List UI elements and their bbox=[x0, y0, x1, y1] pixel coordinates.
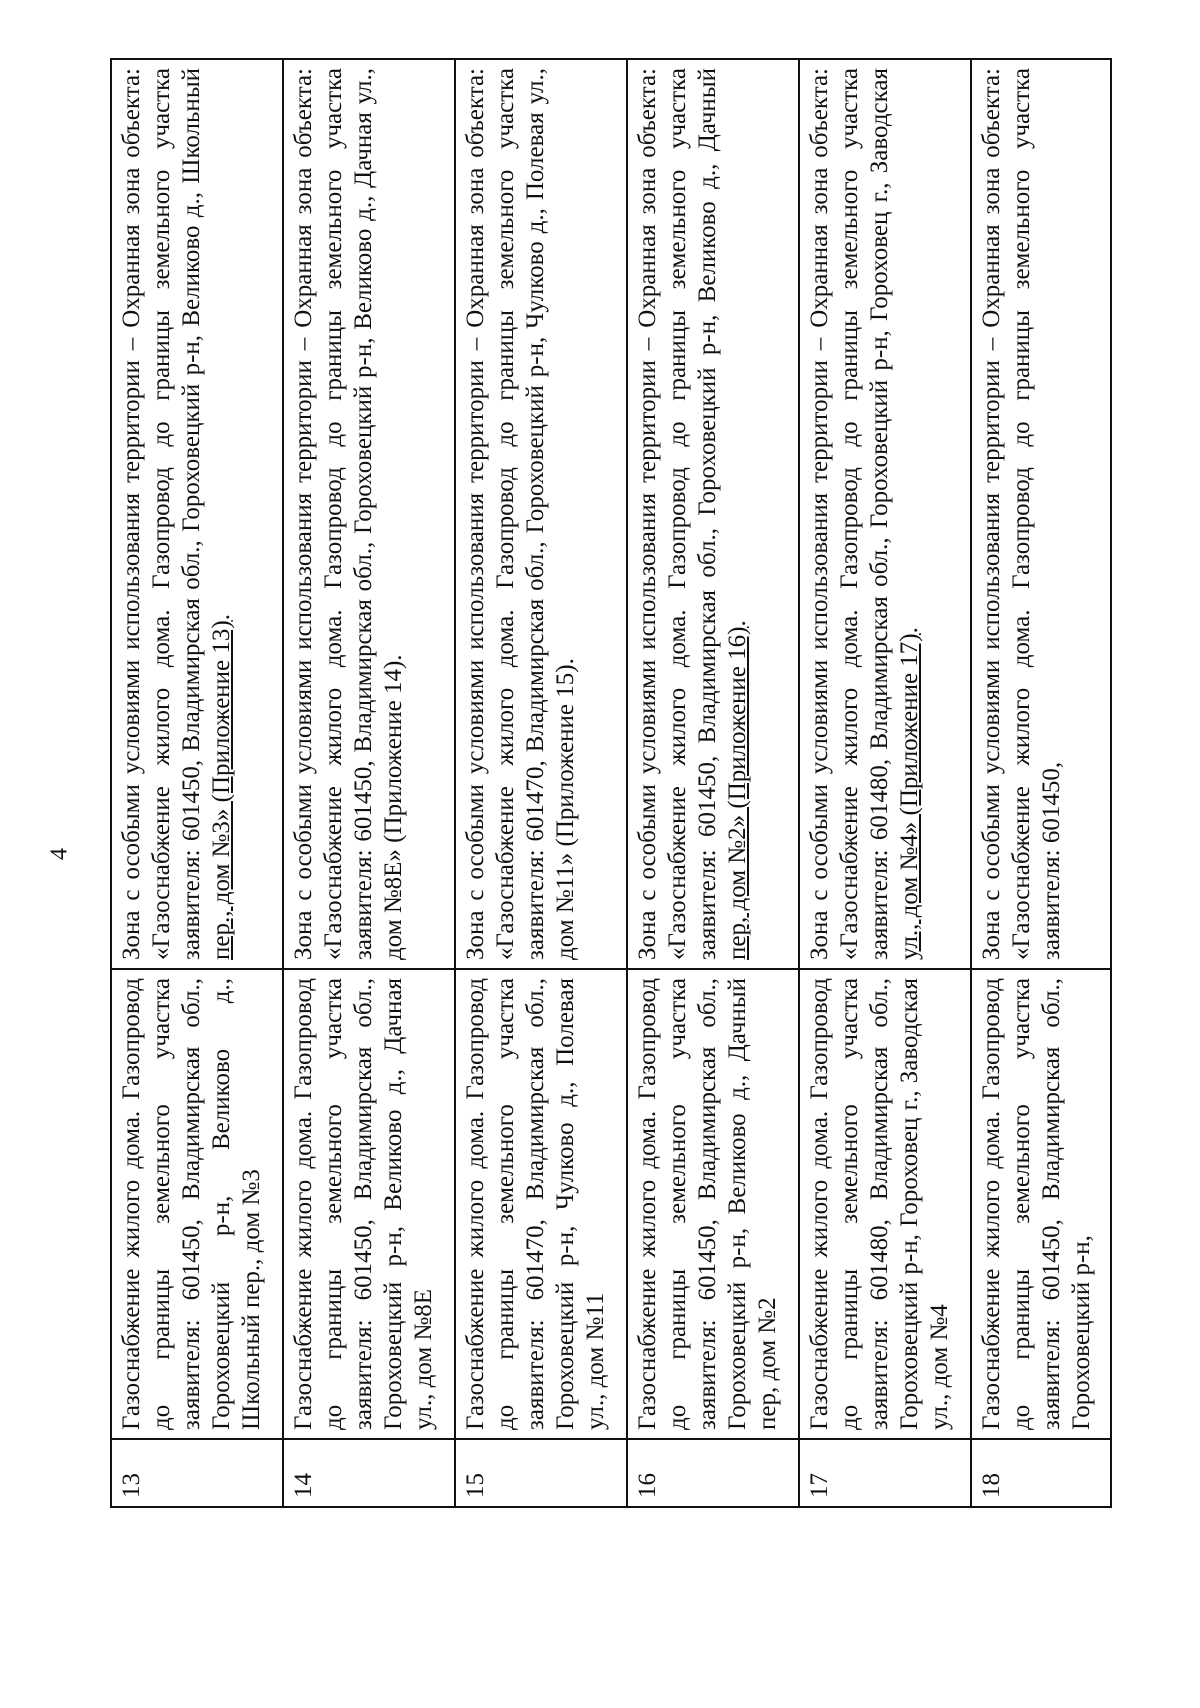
zone-appendix-reference: дом №8Е» (Приложение 14) bbox=[380, 660, 408, 960]
zone-appendix-reference: пер., дом №3» (Приложение 13) bbox=[208, 620, 235, 960]
zone-description bbox=[971, 59, 1111, 969]
zone-text: Зона с особыми условиями использования территории – Охранная зона объекта: «Газоснабжение жилого дома. Газопровод до границы земельного участка заявителя: 601470, Владимирская обл., Гороховецкий р-н, Чулково д., Полевая ул., bbox=[462, 68, 550, 960]
table-row bbox=[455, 59, 627, 1507]
zone-description bbox=[111, 59, 283, 969]
zone-end: . bbox=[208, 614, 235, 621]
table-row bbox=[799, 59, 971, 1507]
zone-appendix-reference: пер, дом №2» (Приложение 16) bbox=[724, 626, 752, 960]
object-description: Газоснабжение жилого дома. Газопровод до границы земельного участка заявителя: 601450, Владимирская обл., Гороховецкий р-н, bbox=[971, 969, 1111, 1439]
object-description: Газоснабжение жилого дома. Газопровод до границы земельного участка заявителя: 601450, Владимирская обл., Гороховецкий р-н, Великово д., Дачный пер, дом №2 bbox=[627, 969, 799, 1439]
zone-description bbox=[627, 59, 799, 969]
table-row bbox=[971, 59, 1111, 1507]
zone-text: Зона с особыми условиями использования территории – Охранная зона объекта: «Газоснабжение жилого дома. Газопровод до границы земельного участка заявителя: 601450, Владимирская обл., Гороховецкий р-н, Великово д., Дачная ул., bbox=[290, 68, 378, 960]
row-number: 13 bbox=[111, 1439, 283, 1507]
object-description: Газоснабжение жилого дома. Газопровод до границы земельного участка заявителя: 601480, Владимирская обл., Гороховецкий р-н, Гороховец г., Заводская ул., дом №4 bbox=[799, 969, 971, 1439]
row-number: 15 bbox=[455, 1439, 627, 1507]
table-row bbox=[111, 59, 283, 1507]
zones-table bbox=[110, 58, 1112, 1508]
zone-text: Зона с особыми условиями использования территории – Охранная зона объекта: «Газоснабжение жилого дома. Газопровод до границы земельного участка заявителя: 601450, bbox=[978, 68, 1066, 960]
zone-text: Зона с особыми условиями использования территории – Охранная зона объекта: «Газоснабжение жилого дома. Газопровод до границы земельного участка заявителя: 601450, Владимирская обл., Гороховецкий р-н, Великово д., Школьный bbox=[118, 68, 205, 960]
zone-description bbox=[455, 59, 627, 969]
object-description: Газоснабжение жилого дома. Газопровод до границы земельного участка заявителя: 601470, Владимирская обл., Гороховецкий р-н, Чулково д., Полевая ул., дом №11 bbox=[455, 969, 627, 1439]
row-number: 14 bbox=[283, 1439, 455, 1507]
row-number: 18 bbox=[971, 1439, 1111, 1507]
table-row bbox=[627, 59, 799, 1507]
zone-end: . bbox=[380, 654, 408, 661]
zone-description bbox=[799, 59, 971, 969]
zone-appendix-reference: ул., дом №4» (Приложение 17) bbox=[896, 633, 924, 960]
table-row bbox=[283, 59, 455, 1507]
row-number: 17 bbox=[799, 1439, 971, 1507]
row-number: 16 bbox=[627, 1439, 799, 1507]
zone-text: Зона с особыми условиями использования территории – Охранная зона объекта: «Газоснабжение жилого дома. Газопровод до границы земельного участка заявителя: 601480, Владимирская обл., Гороховецкий р-н, Гороховец г., Заводская bbox=[806, 68, 894, 960]
zone-appendix-reference: дом №11» (Приложение 15) bbox=[552, 664, 580, 960]
zones-table-body bbox=[111, 59, 1111, 1507]
object-description: Газоснабжение жилого дома. Газопровод до границы земельного участка заявителя: 601450, Владимирская обл., Гороховецкий р-н, Великово д., Дачная ул., дом №8Е bbox=[283, 969, 455, 1439]
page-number: 4 bbox=[46, 848, 73, 860]
zone-description bbox=[283, 59, 455, 969]
zone-end: . bbox=[896, 627, 924, 634]
zone-end: . bbox=[552, 658, 580, 665]
zone-end: . bbox=[724, 620, 752, 627]
zone-text: Зона с особыми условиями использования территории – Охранная зона объекта: «Газоснабжение жилого дома. Газопровод до границы земельного участка заявителя: 601450, Владимирская обл., Гороховецкий р-н, Великово д., Дачный bbox=[634, 68, 722, 960]
object-description: Газоснабжение жилого дома. Газопровод до границы земельного участка заявителя: 601450, Владимирская обл., Гороховецкий р-н, Великово д., Школьный пер., дом №3 bbox=[111, 969, 283, 1439]
rotated-page-content bbox=[110, 58, 1112, 1508]
